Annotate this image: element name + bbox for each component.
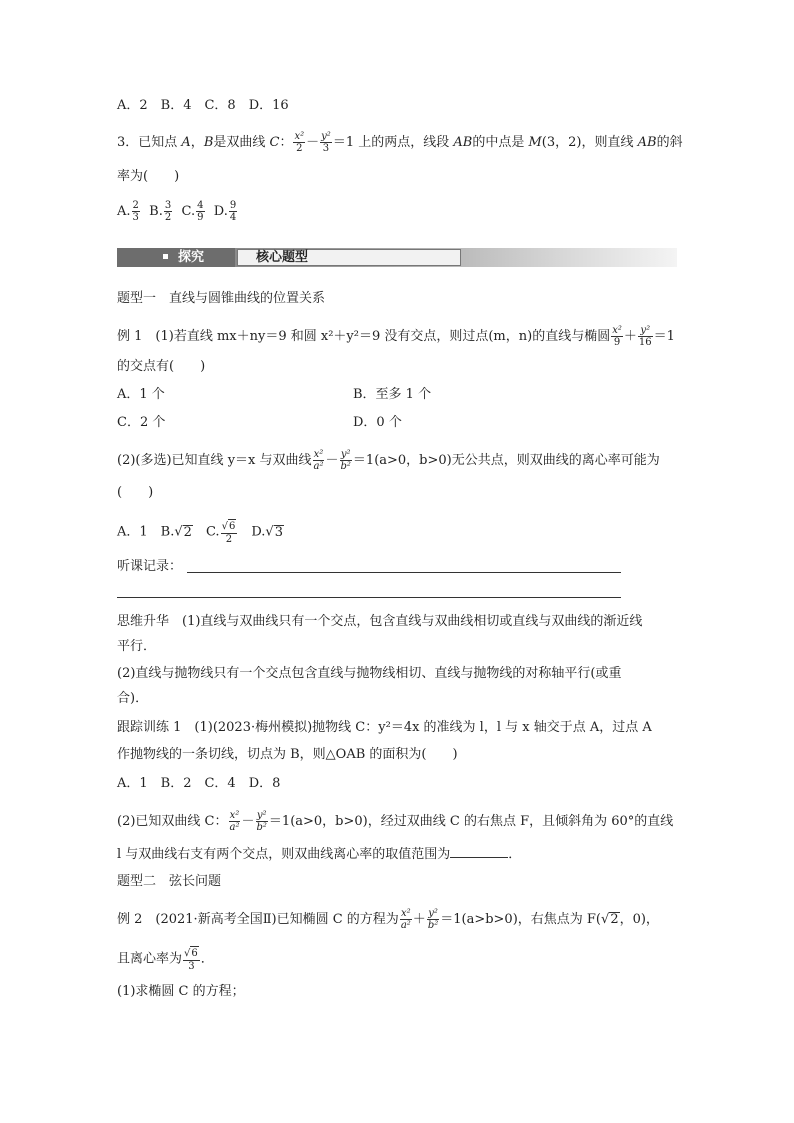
- type-2-title: 题型二 弦长问题: [117, 874, 222, 889]
- fraction: $\frac{\text{x²}}{2}$: [294, 131, 305, 154]
- type-1-title: 题型一 直线与圆锥曲线的位置关系: [117, 291, 326, 306]
- banner-title: 核心题型: [237, 249, 461, 266]
- track-1-line-1: 跟踪训练 1 (1)(2023·梅州模拟)抛物线 C：y²＝4x 的准线为 l，l 与 x 轴交于点 A，过点 A: [117, 720, 652, 735]
- example-2-question-1: (1)求椭圆 C 的方程；: [117, 984, 245, 999]
- option-a: A．1 个: [117, 387, 165, 402]
- summary-line-4: 合)．: [117, 691, 149, 706]
- fraction: $\frac{\text{y²}}{3}$: [321, 131, 331, 154]
- summary-line-3: (2)直线与抛物线只有一个交点包含直线与抛物线相切、直线与抛物线的对称轴平行(或重: [117, 666, 622, 681]
- notes-line-1: [187, 572, 621, 573]
- example-1-part-1: 例 1 (1)若直线 mx＋ny＝9 和圆 x²＋y²＝9 没有交点，则过点(m，n)的直线与椭圆 $\frac{\text{x²}}{9}$ ＋ $\frac{\text{y²}}{16}$ ＝1: [117, 325, 675, 348]
- notes-label: 听课记录：: [117, 559, 183, 574]
- example-2-line-1: 例 2 (2021·新高考全国Ⅱ)已知椭圆 C 的方程为 $\frac{\text{x²}}{\text{a²}}$ ＋ $\frac{\text{y²}}{\text{b²}}$ ＝1(a>b>0)，右焦点为 F(√2，0)，: [117, 908, 659, 931]
- option-row-2: [117, 414, 402, 432]
- question-3-options: A. $\frac{2}{3}$ B. $\frac{3}{2}$ C. $\frac{4}{9}$ D. $\frac{9}{4}$: [117, 200, 237, 223]
- example-1-part-2-options: A．1 B.√2 C. $\frac{√6}{2}$ D.√3: [117, 521, 283, 545]
- track-1-part-2: (2)已知双曲线 C： $\frac{\text{x²}}{\text{a²}}$ － $\frac{\text{y²}}{\text{b²}}$ ＝1(a>0，b>0)，经过双曲线 C 的右焦点 F，且倾斜角为 60°的直线: [117, 810, 674, 833]
- example-2-line-2: 且离心率为 $\frac{√6}{3}$ ．: [117, 948, 214, 972]
- prev-question-options: A．2 B．4 C．8 D．16: [117, 98, 289, 113]
- option-row-1: [117, 386, 432, 404]
- banner-tag: 探究: [117, 248, 235, 267]
- answer-blank[interactable]: [450, 845, 508, 858]
- example-1-part-2-paren: ( ): [117, 485, 154, 500]
- option-d: D．0 个: [353, 415, 402, 430]
- section-banner: [117, 248, 677, 267]
- notes-line-2: [117, 597, 621, 598]
- track-1-line-2: 作抛物线的一条切线，切点为 B，则△OAB 的面积为( ): [117, 747, 458, 762]
- example-1-part-1-tail: 的交点有( ): [117, 359, 206, 374]
- example-1-part-2: (2)(多选)已知直线 y＝x 与双曲线 $\frac{\text{x²}}{\text{a²}}$ － $\frac{\text{y²}}{\text{b²}}$ ＝1(a>0，b>0)无公共点，则双曲线的离心率可能为: [117, 449, 660, 472]
- question-3-line-1: 3．已知点 A，B是双曲线 C： $\frac{\text{x²}}{2}$ － $\frac{\text{y²}}{3}$ ＝1 上的两点，线段 AB的中点是 M(3，2)，则直线 AB的斜: [117, 131, 683, 154]
- option-b: B．至多 1 个: [353, 387, 432, 402]
- summary-line-2: 平行．: [117, 639, 157, 654]
- square-bullet-icon: [163, 254, 168, 259]
- track-1-part-2-line-2: l 与双曲线右支有两个交点，则双曲线离心率的取值范围为 ．: [117, 847, 522, 862]
- track-1-options: A．1 B．2 C．4 D．8: [117, 776, 281, 791]
- summary-line-1: 思维升华 (1)直线与双曲线只有一个交点，包含直线与双曲线相切或直线与双曲线的渐近线: [117, 614, 643, 629]
- option-c: C．2 个: [117, 415, 166, 430]
- question-3-line-2: 率为( ): [117, 169, 180, 184]
